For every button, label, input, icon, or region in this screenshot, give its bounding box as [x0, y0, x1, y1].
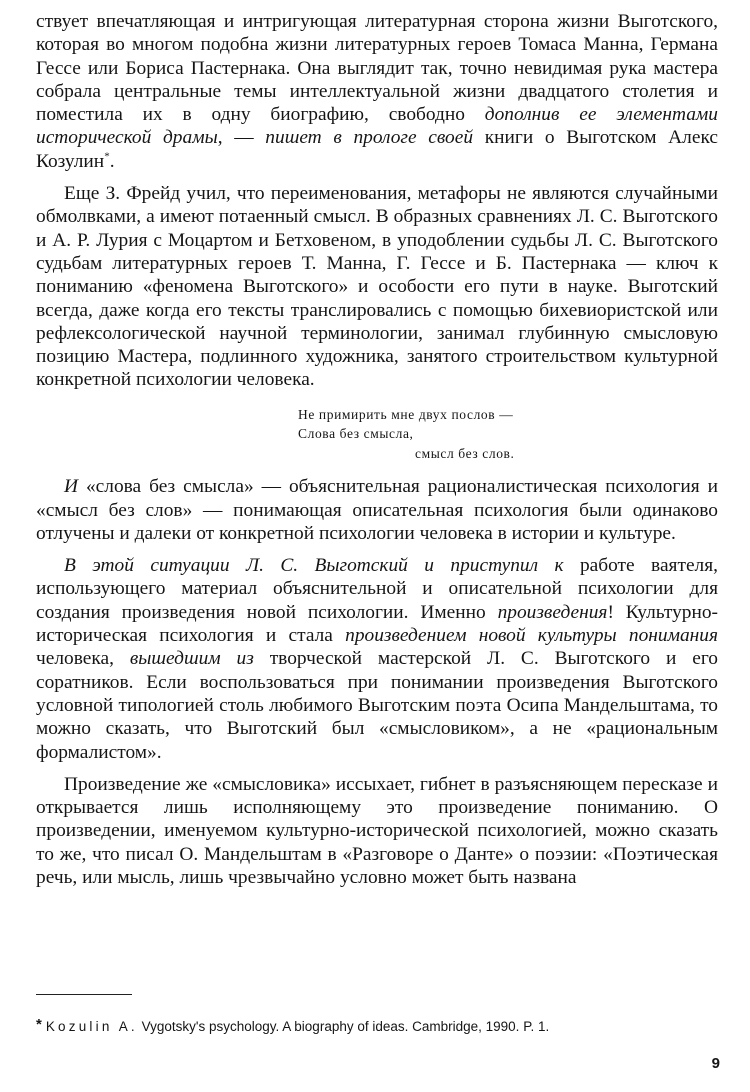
- italic-phrase: В этой ситуации Л. С. Выготский и приступил к: [64, 555, 564, 577]
- italic-phrase: произведения: [497, 601, 608, 623]
- paragraph-2: Еще З. Фрейд учил, что переименования, метафоры не являются случайными обмолвками, а имеют потаенный смысл. В образных сравнениях Л. С. Выготского и А. Р. Лурия с Моцартом и Бетховеном, в уподоблении судьбы Л. С. Выготского судьбам литературных героев Т. Манна, Г. Гессе и Б. Пастернака — ключ к пониманию «феномена Выготского» и особости его пути в науке. Выготский всегда, даже когда его тексты транслировались с помощью бихевиористской или рефлексологической научной терминологии, занимал глубинную смысловую позицию Мастера, подлинного художника, занятого строительством культурной конкретной психологии человека.: [36, 183, 718, 391]
- poem-line: Не примирить мне двух послов —: [298, 406, 514, 422]
- italic-phrase: И: [64, 476, 79, 498]
- paragraph-3: И «слова без смысла» — объяснительная рационалистическая психология и «смысл без слов» — понимающая описательная психология были одинаково отлучены и далеки от конкретной психологии человека в истории и культуре.: [36, 476, 718, 544]
- footnote-text: Vygotsky's psychology. A biography of ideas. Cambridge, 1990. P. 1.: [137, 1019, 550, 1034]
- paragraph-4: В этой ситуации Л. С. Выготский и приступил к работе ваятеля, использующего материал объяснительной и описательной психологии для создания произведения новой психологии. Именно произведения! Культурно-историческая психология и стала произведением новой культуры понимания человека, вышедшим из творческой мастерской Л. С. Выготского и его соратников. Если воспользоваться при понимании произведения Выготского условной типологией столь любимого Выготским поэта Осипа Мандельштама, то можно сказать, что Выготский был «смысловиком», а не «рациональным формалистом».: [36, 555, 719, 763]
- poem-epigraph: [298, 405, 718, 464]
- footnote-reference: *: [104, 150, 110, 163]
- italic-phrase: вышедшим из: [129, 648, 254, 670]
- footnote: [36, 1017, 726, 1035]
- italic-phrase: произведением новой культуры понимания: [345, 625, 719, 647]
- page-number: 9: [711, 1055, 720, 1072]
- italic-phrase: дополнив ее элементами исторической драмы: [36, 104, 718, 149]
- paragraph-5: Произведение же «смысловика» иссыхает, гибнет в разъясняющем пересказе и открывается лишь исполняющему это произведение пониманию. О произведении, именуемом культурно-исторической психологией, можно сказать то же, что писал О. Мандельштам в «Разговоре о Данте» о поэзии: «Поэтическая речь, или мысль, лишь чрезвычайно условно может быть названа: [36, 773, 718, 888]
- italic-phrase: пишет в прологе своей: [265, 127, 474, 149]
- footnote-mark: *: [36, 1016, 42, 1033]
- poem-line: смысл без слов.: [415, 445, 515, 461]
- paragraph-1: ствует впечатляющая и интригующая литературная сторона жизни Выготского, которая во многом подобна жизни литературных героев Томаса Манна, Германа Гессе или Бориса Пастернака. Она выглядит так, точно невидимая рука мастера собрала центральные темы интеллектуальной жизни двадцатого столетия и поместила их в одну биографию, свободно дополнив ее элементами исторической драмы, — пишет в прологе своей книги о Выготском Алекс Козулин*.: [36, 11, 718, 172]
- footnote-divider: [36, 994, 132, 995]
- body-text: [36, 10, 718, 889]
- poem-line: Слова без смысла,: [298, 426, 414, 442]
- footnote-author: Kozulin A.: [45, 1019, 138, 1034]
